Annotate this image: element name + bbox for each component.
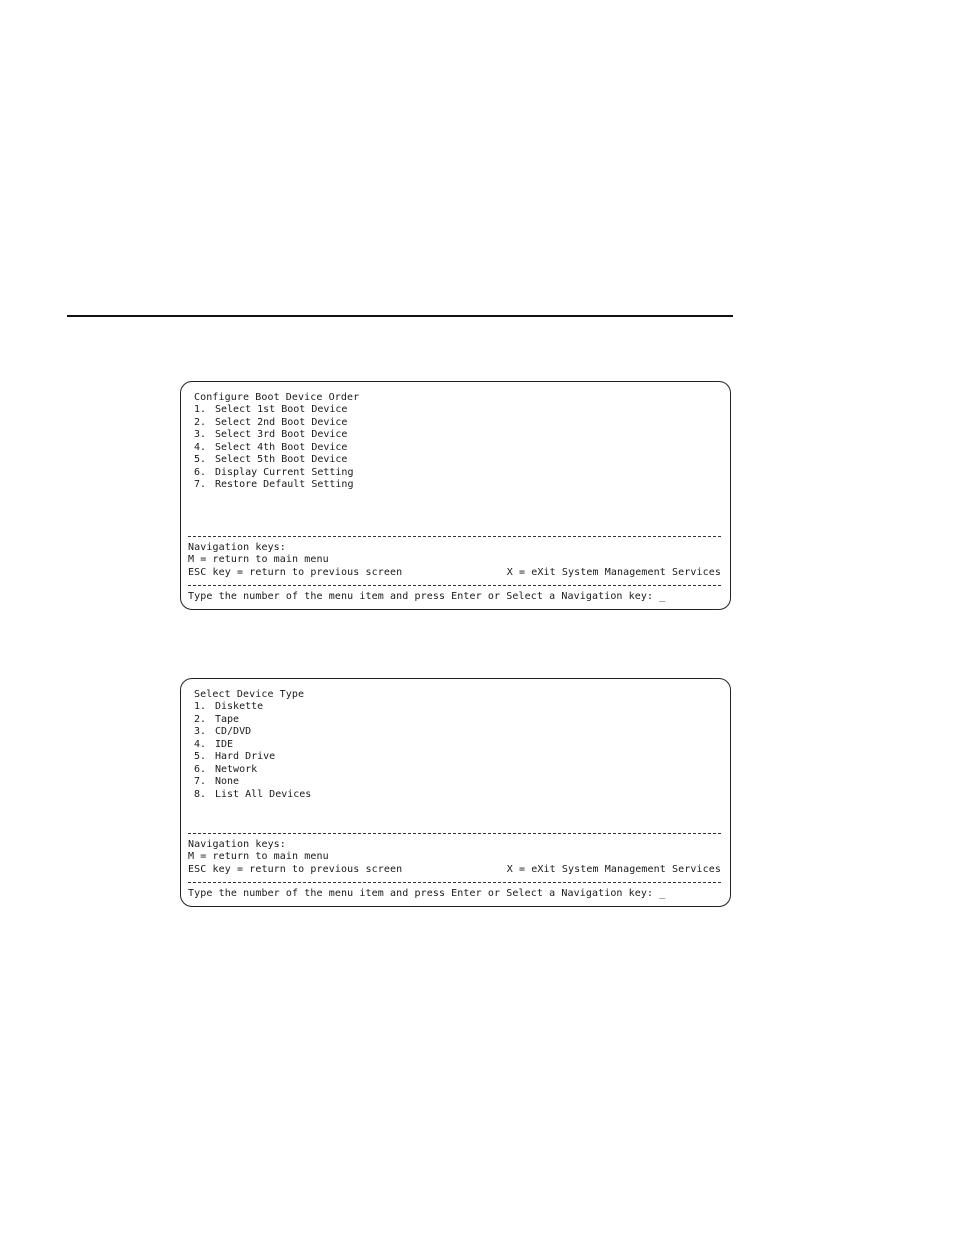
nav-key-main-menu[interactable]: M = return to main menu (188, 851, 329, 862)
menu-item-1[interactable]: 1. Diskette (194, 701, 264, 712)
nav-key-exit[interactable]: X = eXit System Management Services (506, 567, 721, 578)
menu-item-5[interactable]: 5. Select 5th Boot Device (194, 454, 348, 465)
nav-key-escape[interactable]: ESC key = return to previous screen (188, 567, 403, 578)
menu-item-2[interactable]: 2. Select 2nd Boot Device (194, 416, 348, 428)
device-type-screen (180, 678, 731, 907)
dashed-separator (188, 536, 721, 537)
menu-item-7[interactable]: 7. None (194, 776, 240, 787)
navigation-heading: Navigation keys: (188, 542, 286, 553)
menu-item-5[interactable]: 5. Hard Drive (194, 751, 276, 762)
dashed-separator (188, 585, 721, 586)
menu-item-7[interactable]: 7. Restore Default Setting (194, 479, 354, 490)
menu-item-3[interactable]: 3. Select 3rd Boot Device (194, 429, 348, 440)
menu-item-4[interactable]: 4. IDE (194, 738, 234, 750)
screen-title: Configure Boot Device Order (194, 392, 360, 403)
screen-title: Select Device Type (194, 689, 305, 700)
nav-key-main-menu[interactable]: M = return to main menu (188, 554, 329, 565)
menu-item-8[interactable]: 8. List All Devices (194, 788, 312, 800)
menu-item-6[interactable]: 6. Network (194, 763, 258, 775)
menu-item-2[interactable]: 2. Tape (194, 713, 240, 725)
input-prompt[interactable]: Type the number of the menu item and press Enter or Select a Navigation key: _ (188, 591, 666, 602)
dashed-separator (188, 882, 721, 883)
dashed-separator (188, 833, 721, 834)
navigation-heading: Navigation keys: (188, 839, 286, 850)
menu-item-1[interactable]: 1. Select 1st Boot Device (194, 404, 348, 415)
boot-order-screen (180, 381, 731, 610)
menu-item-3[interactable]: 3. CD/DVD (194, 726, 252, 737)
page-divider-rule (67, 315, 733, 317)
nav-key-escape[interactable]: ESC key = return to previous screen (188, 864, 403, 875)
nav-key-exit[interactable]: X = eXit System Management Services (506, 864, 721, 875)
menu-item-4[interactable]: 4. Select 4th Boot Device (194, 441, 348, 453)
input-prompt[interactable]: Type the number of the menu item and press Enter or Select a Navigation key: _ (188, 888, 666, 899)
menu-item-6[interactable]: 6. Display Current Setting (194, 466, 354, 478)
menu-list (194, 701, 311, 801)
menu-list (194, 404, 353, 492)
